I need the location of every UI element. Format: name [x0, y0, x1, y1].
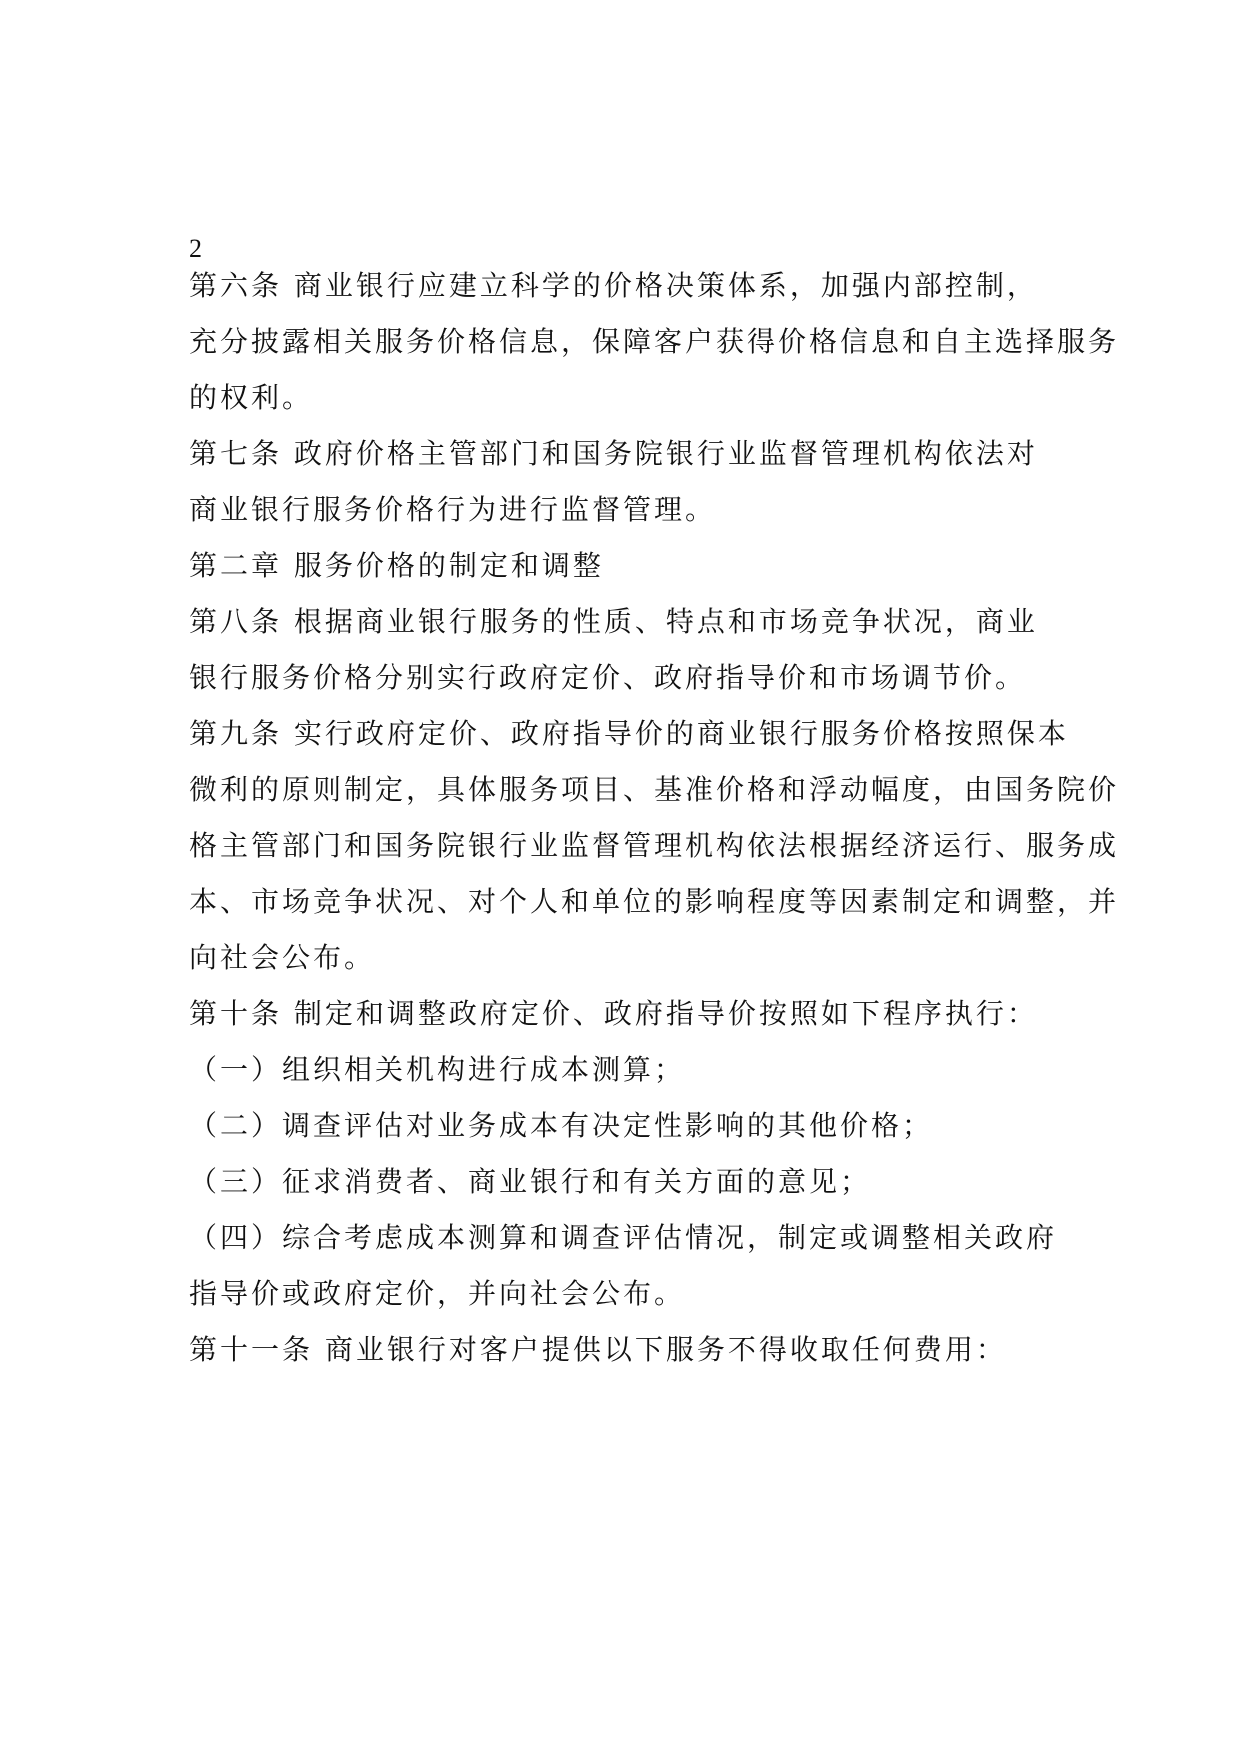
article-9-line-2: 微利的原则制定，具体服务项目、基准价格和浮动幅度，由国务院价 [189, 773, 1120, 806]
article-10-line-1: 第十条 制定和调整政府定价、政府指导价按照如下程序执行： [189, 997, 1038, 1030]
article-10-item-4-line-1: （四）综合考虑成本测算和调查评估情况，制定或调整相关政府 [189, 1221, 1058, 1254]
article-10-item-4-line-2: 指导价或政府定价，并向社会公布。 [189, 1277, 686, 1310]
article-11-line-1: 第十一条 商业银行对客户提供以下服务不得收取任何费用： [189, 1333, 1007, 1366]
article-9-line-3: 格主管部门和国务院银行业监督管理机构依法根据经济运行、服务成 [189, 829, 1120, 862]
article-6-line-2: 充分披露相关服务价格信息，保障客户获得价格信息和自主选择服务 [189, 325, 1120, 358]
article-10-item-3: （三）征求消费者、商业银行和有关方面的意见； [189, 1165, 872, 1198]
article-7-line-1: 第七条 政府价格主管部门和国务院银行业监督管理机构依法对 [189, 437, 1038, 470]
article-9-line-1: 第九条 实行政府定价、政府指导价的商业银行服务价格按照保本 [189, 717, 1069, 750]
article-8-line-1: 第八条 根据商业银行服务的性质、特点和市场竞争状况，商业 [189, 605, 1038, 638]
article-10-item-1: （一）组织相关机构进行成本测算； [189, 1053, 686, 1086]
article-6-line-1: 第六条 商业银行应建立科学的价格决策体系，加强内部控制， [189, 269, 1038, 302]
article-7-line-2: 商业银行服务价格行为进行监督管理。 [189, 493, 717, 526]
article-9-line-5: 向社会公布。 [189, 941, 376, 974]
page-number: 2 [189, 234, 202, 263]
article-10-item-2: （二）调查评估对业务成本有决定性影响的其他价格； [189, 1109, 934, 1142]
article-6-line-3: 的权利。 [189, 381, 314, 414]
article-8-line-2: 银行服务价格分别实行政府定价、政府指导价和市场调节价。 [189, 661, 1027, 694]
chapter-2-heading: 第二章 服务价格的制定和调整 [189, 549, 604, 582]
article-9-line-4: 本、市场竞争状况、对个人和单位的影响程度等因素制定和调整，并 [189, 885, 1120, 918]
